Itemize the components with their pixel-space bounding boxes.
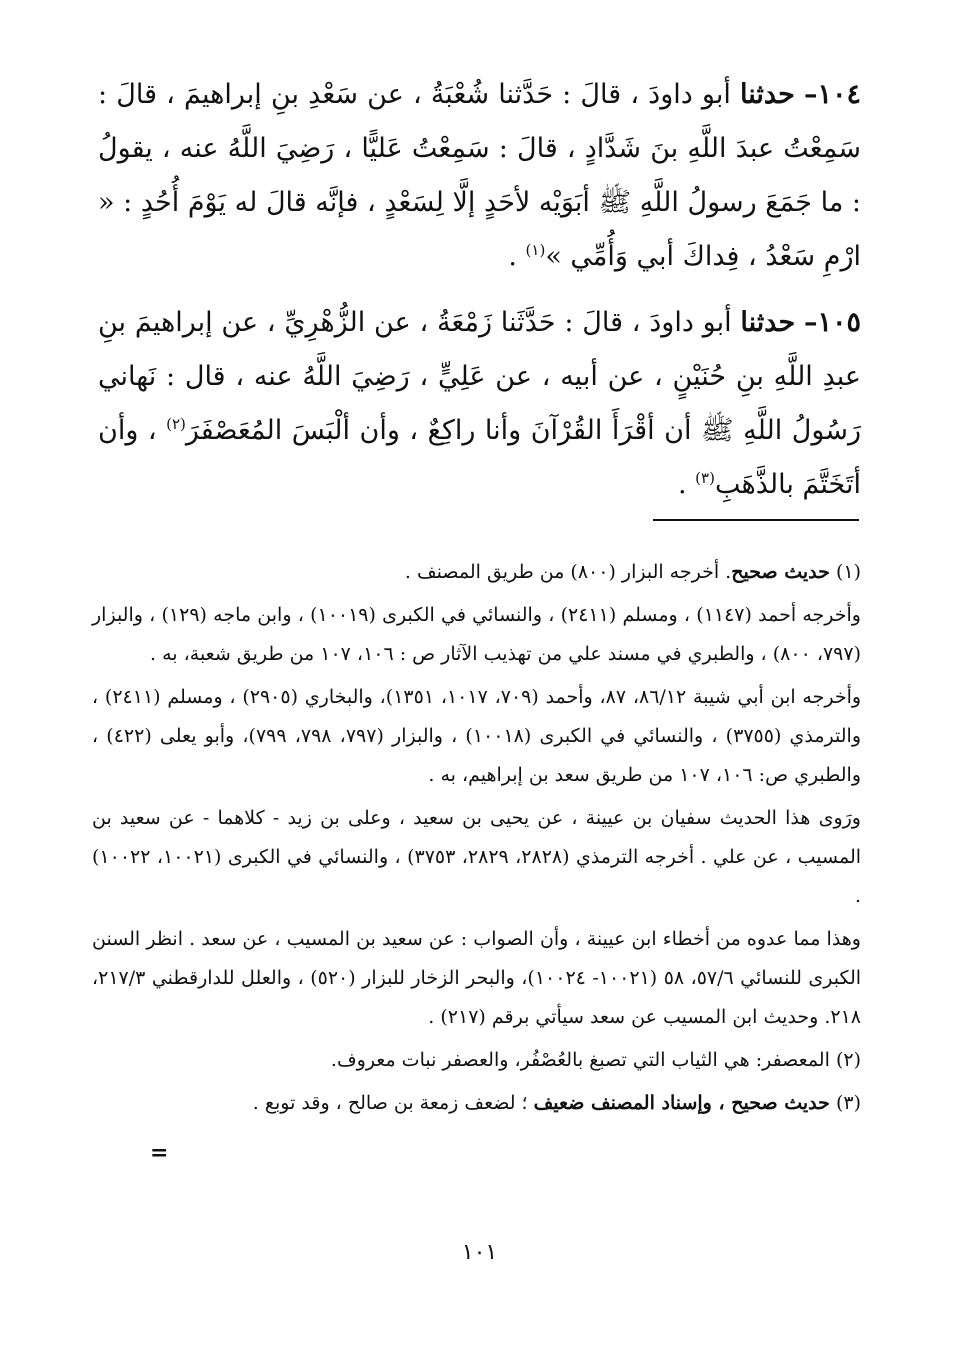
footnote-text: . أخرجه البزار (٨٠٠) من طريق المصنف . bbox=[404, 561, 732, 583]
footnote-3 bbox=[92, 1084, 861, 1123]
footnote-grade: حديث صحيح ، وإسناد المصنف ضعيف bbox=[533, 1092, 830, 1114]
hadith-lead: حدثنا bbox=[740, 307, 796, 338]
footnote-2 bbox=[92, 1041, 861, 1080]
footnote-label: (٢) bbox=[835, 1049, 861, 1071]
footnote-ref: (٣) bbox=[695, 469, 715, 487]
footnote-text: المعصفر: هي الثياب التي تصبغ بالعُصْفُر، والعصفر نبات معروف. bbox=[330, 1049, 830, 1071]
footnote-ref: (١) bbox=[525, 241, 546, 259]
footnote-label: (٣) bbox=[835, 1092, 861, 1114]
hadith-number: ١٠٥– bbox=[803, 307, 861, 338]
hadith-lead: حدثنا bbox=[740, 79, 795, 110]
footnotes bbox=[92, 553, 861, 1127]
footnote-1-sources-d bbox=[92, 920, 861, 1037]
hadith-text-continued: ، وأن أتَخَتَّمَ بالذَّهَبِ bbox=[98, 415, 861, 500]
footnote-separator bbox=[653, 519, 859, 521]
footnote-grade: حديث صحيح bbox=[731, 561, 830, 583]
footnote-1-sources-b bbox=[92, 678, 861, 795]
footnote-ref: (٢) bbox=[166, 415, 186, 433]
hadith-105 bbox=[98, 296, 861, 512]
hadith-104 bbox=[98, 68, 861, 284]
footnote-text: وأخرجه أحمد (١١٤٧) ، ومسلم (٢٤١١) ، والنسائي في الكبرى (١٠٠١٩) ، وابن ماجه (١٢٩) ، والبزار (٧٩٧، ٨٠٠) ، والطبري في مسند علي من تهذيب الآثار ص : ١٠٦، ١٠٧ من طريق شعبة، به . bbox=[92, 604, 861, 665]
footnote-label: (١) bbox=[835, 561, 861, 583]
continuation-mark: = bbox=[150, 1140, 169, 1166]
hadith-text: أبو داودَ ، قالَ : حَدَّثنا شُعْبَةُ ، عن سَعْدِ بنِ إبراهيمَ ، قالَ : سَمِعْتُ عبدَ اللَّهِ بنَ شَدَّادٍ ، قالَ : سَمِعْتُ عَليًّا ، رَضِيَ اللَّهُ عنه ، يقولُ : ما جَمَعَ رسولُ اللَّهِ ﷺ أبَوَيْه لأحَدٍ إلَّا لِسَعْدٍ ، فإنَّه قالَ له يَوْمَ أُحُدٍ : « ارْمِ سَعْدُ ، فِداكَ أبي وَأُمِّي » bbox=[98, 79, 861, 272]
page-number: ١٠١ bbox=[461, 1240, 498, 1265]
footnote-text: ورَوى هذا الحديث سفيان بن عيينة ، عن يحيى بن سعيد ، وعلى بن زيد - كلاهما - عن سعيد بن المسيب ، عن علي . أخرجه الترمذي (٢٨٢٨، ٢٨٢٩، ٣٧٥٣) ، والنسائي في الكبرى (١٠٠٢١، ١٠٠٢٢) . bbox=[92, 807, 862, 907]
hadith-number: ١٠٤– bbox=[803, 79, 861, 110]
footnote-text: وهذا مما عدوه من أخطاء ابن عيينة ، وأن الصواب : عن سعيد بن المسيب ، عن سعد . انظر السنن الكبرى للنسائي ٥٧/٦، ٥٨ (١٠٠٢١- ١٠٠٢٤)، والبحر الزخار للبزار (٥٢٠) ، والعلل للدارقطني ٢١٧/٣، ٢١٨. وحديث ابن المسيب عن سعد سيأتي برقم (٢١٧) . bbox=[92, 928, 862, 1028]
footnote-1-sources-a bbox=[92, 596, 861, 674]
footnote-text: وأخرجه ابن أبي شيبة ٨٦/١٢، ٨٧، وأحمد (٧٠٩، ١٠١٧، ١٣٥١)، والبخاري (٢٩٠٥) ، ومسلم (٢٤١١) ، والترمذي (٣٧٥٥) ، والنسائي في الكبرى (١٠٠١٨) ، والبزار (٧٩٧، ٧٩٨، ٧٩٩)، وأبو يعلى (٤٢٢) ، والطبري ص: ١٠٦، ١٠٧ من طريق سعد بن إبراهيم، به . bbox=[92, 686, 862, 786]
footnote-1 bbox=[92, 553, 861, 592]
hadith-tail: . bbox=[508, 241, 526, 272]
footnote-1-sources-c bbox=[92, 799, 861, 916]
main-text bbox=[98, 68, 861, 524]
footnote-text: ؛ لضعف زمعة بن صالح ، وقد توبع . bbox=[252, 1092, 528, 1114]
hadith-tail: . bbox=[678, 469, 696, 500]
hadith-text: أبو داودَ ، قالَ : حَدَّثَنا زَمْعَةُ ، عن الزُّهْرِيِّ ، عن إبراهيمَ بنِ عبدِ اللَّهِ بنِ حُنَيْنٍ ، عن أبيه ، عن عَلِيٍّ ، رَضِيَ اللَّهُ عنه ، قال : نَهاني رَسُولُ اللَّهِ ﷺ أن أقْرَأَ القُرْآنَ وأنا راكِعٌ ، وأن ألْبَسَ المُعَصْفَرَ bbox=[98, 307, 861, 446]
